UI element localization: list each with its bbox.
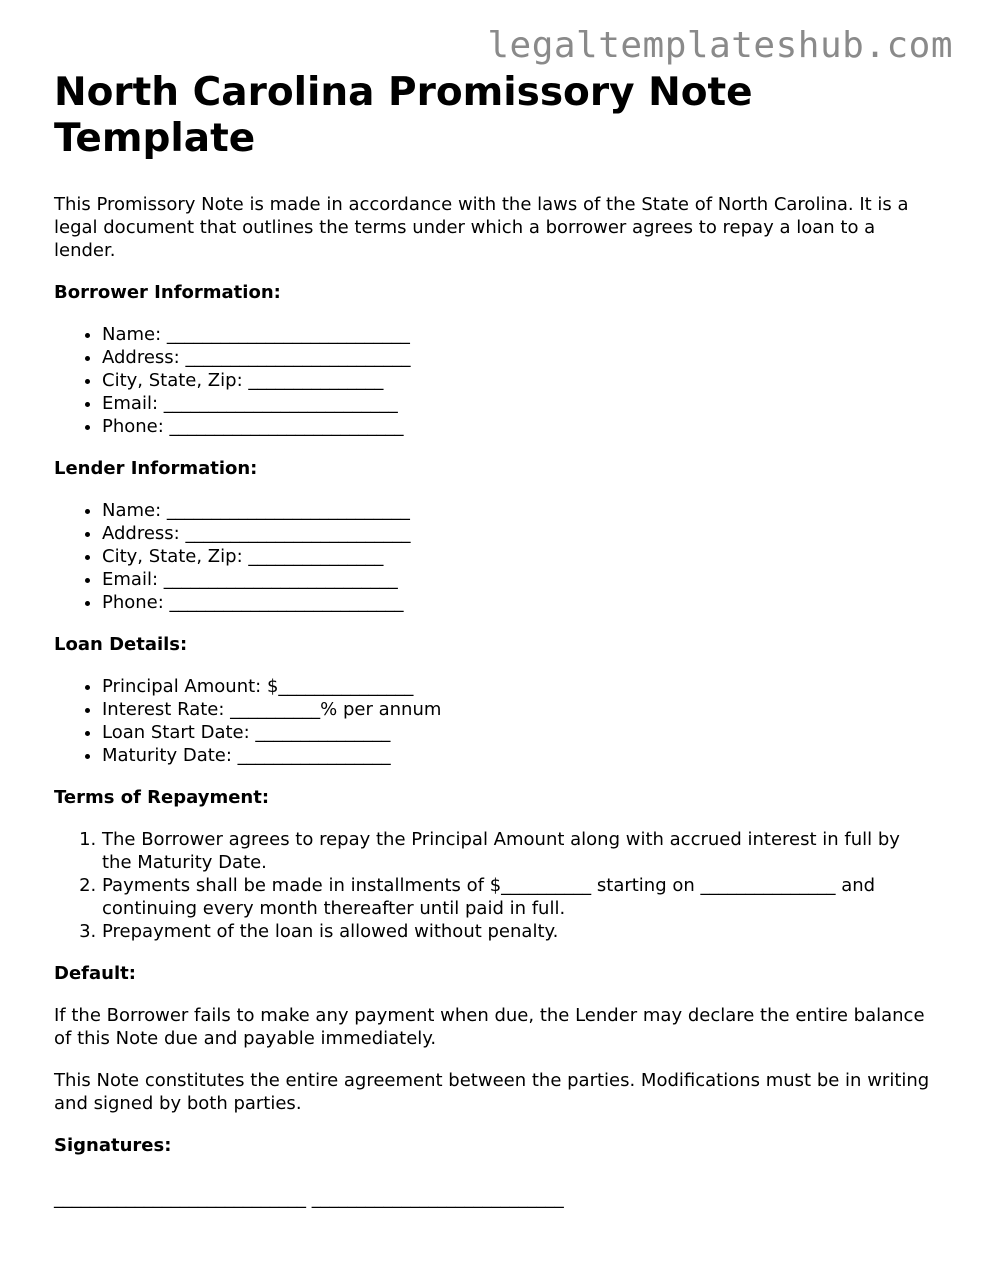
default-heading: Default: xyxy=(54,963,136,984)
borrower-city-state-zip: • City, State, Zip: _______________ xyxy=(102,369,934,392)
repayment-list xyxy=(54,828,934,943)
lender-name: • Name: ___________________________ xyxy=(102,499,934,522)
watermark: legaltemplateshub.com xyxy=(487,25,953,66)
repayment-term-1: 1. The Borrower agrees to repay the Principal Amount along with accrued interest in full by the Maturity Date. xyxy=(102,828,934,874)
loan-details-list xyxy=(54,675,934,767)
loan-start-date: • Loan Start Date: _______________ xyxy=(102,721,934,744)
default-paragraph: If the Borrower fails to make any payment when due, the Lender may declare the entire balance of this Note due and payable immediately. xyxy=(54,1005,925,1049)
document-page xyxy=(54,70,934,1210)
signatures-heading: Signatures: xyxy=(54,1135,172,1156)
borrower-name: • Name: ___________________________ xyxy=(102,323,934,346)
lender-phone: • Phone: __________________________ xyxy=(102,591,934,614)
repayment-heading: Terms of Repayment: xyxy=(54,787,270,808)
lender-email: • Email: __________________________ xyxy=(102,568,934,591)
borrower-address: • Address: _________________________ xyxy=(102,346,934,369)
signature-lines: ____________________________ ____________________________ xyxy=(54,1188,564,1209)
lender-heading: Lender Information: xyxy=(54,458,258,479)
principal-amount: • Principal Amount: $_______________ xyxy=(102,675,934,698)
agreement-paragraph: This Note constitutes the entire agreement between the parties. Modifications must be in writing and signed by both parties. xyxy=(54,1070,930,1114)
intro-paragraph: This Promissory Note is made in accordance with the laws of the State of North Carolina. It is a legal document that outlines the terms under which a borrower agrees to repay a loan to a lender. xyxy=(54,194,909,261)
borrower-heading: Borrower Information: xyxy=(54,282,281,303)
interest-rate: • Interest Rate: __________% per annum xyxy=(102,698,934,721)
repayment-term-2: 2. Payments shall be made in installments of $__________ starting on _______________ and continuing every month thereafter until paid in full. xyxy=(102,874,934,920)
loan-details-heading: Loan Details: xyxy=(54,634,188,655)
repayment-term-3: 3. Prepayment of the loan is allowed without penalty. xyxy=(102,920,934,943)
lender-list xyxy=(54,499,934,614)
page-title: North Carolina Promissory Note Template xyxy=(54,70,753,161)
lender-city-state-zip: • City, State, Zip: _______________ xyxy=(102,545,934,568)
borrower-email: • Email: __________________________ xyxy=(102,392,934,415)
borrower-list xyxy=(54,323,934,438)
maturity-date: • Maturity Date: _________________ xyxy=(102,744,934,767)
lender-address: • Address: _________________________ xyxy=(102,522,934,545)
borrower-phone: • Phone: __________________________ xyxy=(102,415,934,438)
